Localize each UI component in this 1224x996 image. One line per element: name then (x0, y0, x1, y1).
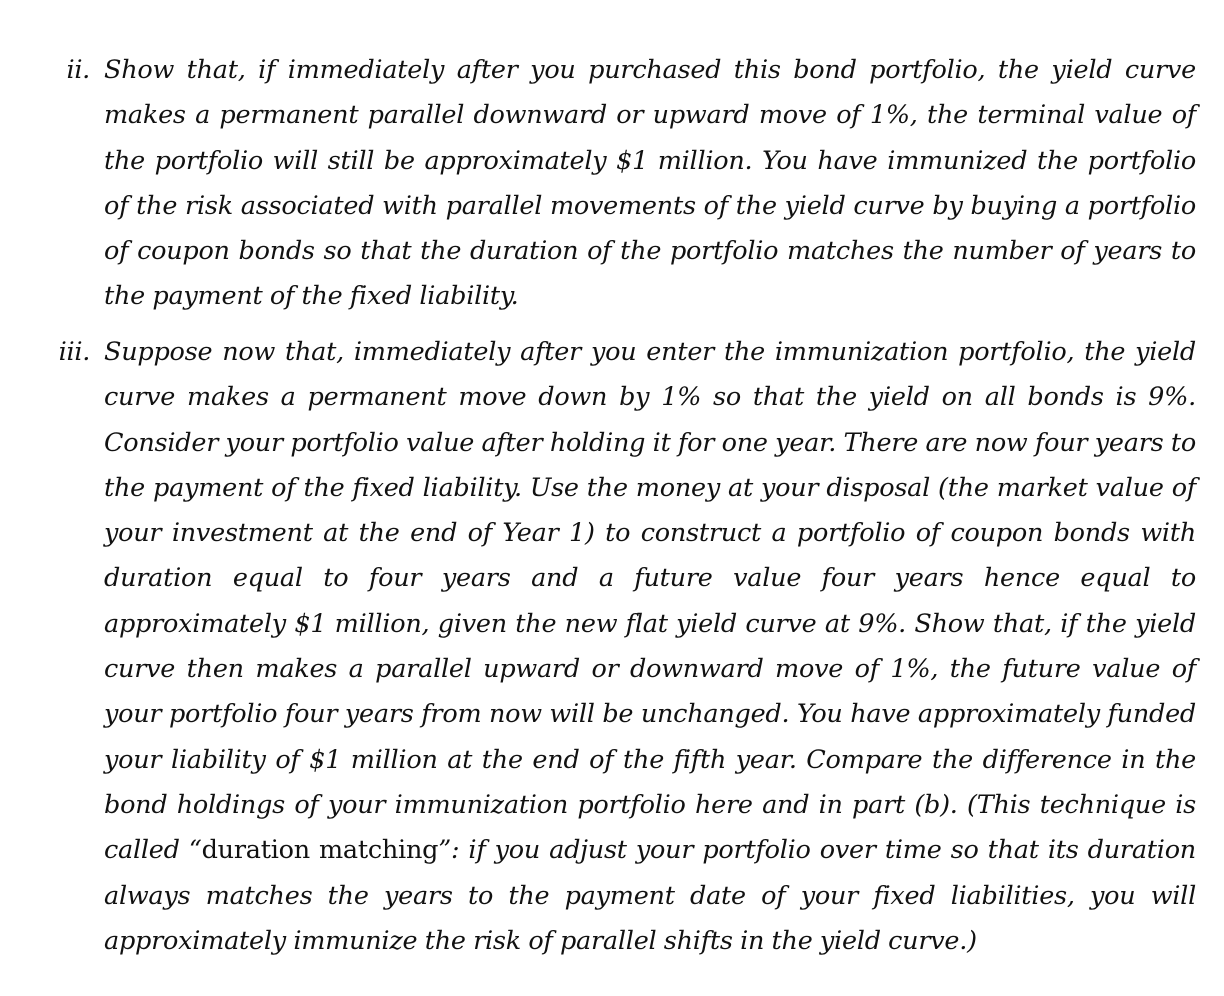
item-text-iii-part1: Suppose now that, immediately after you enter the immunization portfolio, the yield curve makes a permanent move down by 1% so that the yield on all bonds is 9%. Consider your portfolio value after holding it for one year. There are now four years to the payment of the fixed liability. Use the money at your disposal (the market value of your investment at the end of Year 1) to construct a portfolio of coupon bonds with duration equal to four years and a future value four years hence equal to approximately $1 million, given the new flat yield curve at 9%. Show that, if the yield curve then makes a parallel upward or downward move of 1%, the future value of your portfolio four years from now will be unchanged. You have approximately funded your liability of $1 million at the end of the fifth year. Compare the difference in the bond holdings of your immunization portfolio here and in part (b). (This technique is called “ (104, 337, 1196, 866)
item-text-iii-term: duration matching (201, 835, 439, 866)
item-text-ii: Show that, if immediately after you purchased this bond portfolio, the yield curve makes a permanent parallel downward or upward move of 1%, the terminal value of the portfolio will still be approximately $1 million. You have immunized the portfolio of the risk associated with parallel movements of the yield curve by buying a portfolio of coupon bonds so that the duration of the portfolio matches the number of years to the payment of the fixed liability. (104, 55, 1196, 312)
item-label-ii: ii. (66, 55, 90, 85)
item-text-iii-part2: ”: if you adjust your portfolio over time so that its duration always matches the years to the payment date of your fixed liabilities, you will approximately immunize the risk of parallel shifts in the yield curve.) (104, 835, 1196, 956)
item-text-iii (104, 330, 1196, 964)
item-label-iii: iii. (58, 337, 90, 367)
